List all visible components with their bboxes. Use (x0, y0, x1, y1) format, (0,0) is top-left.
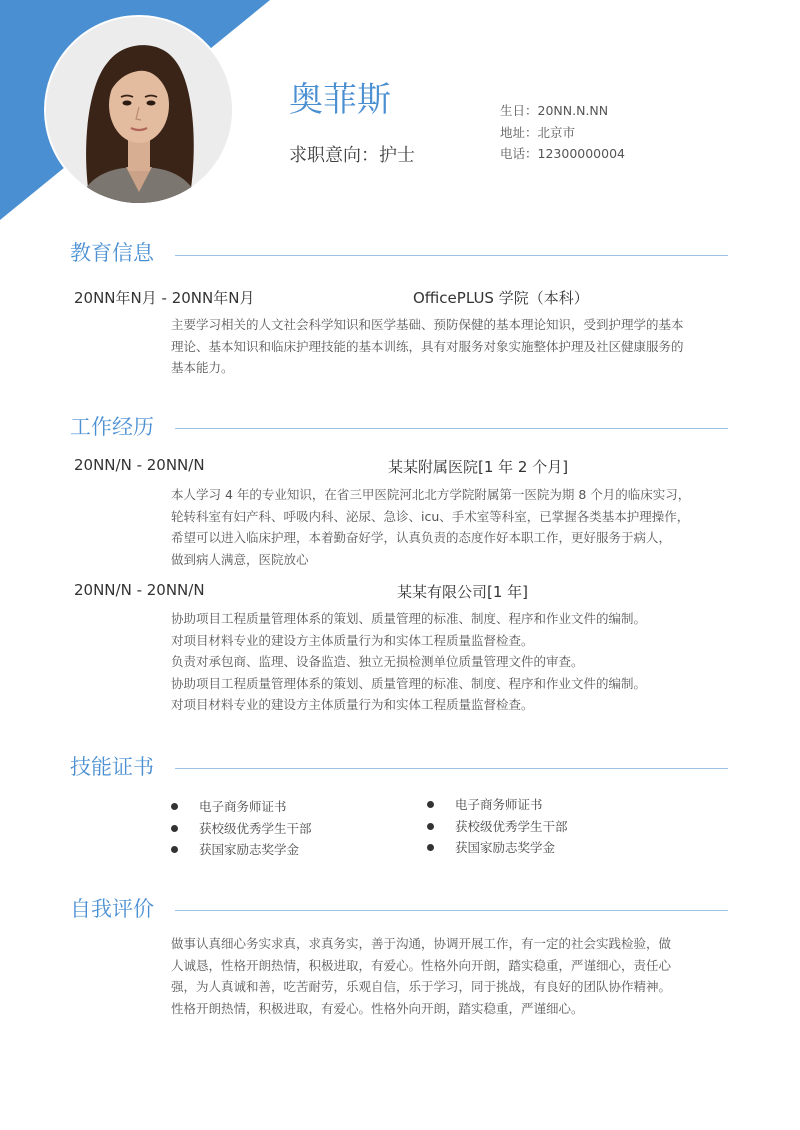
job-description (171, 484, 731, 570)
description-line: 性格开朗热情，积极进取，有爱心。性格外向开朗，踏实稳重，严谨细心。 (171, 1000, 584, 1016)
skill-item (171, 818, 312, 840)
job-org: 某某有限公司[1 年] (397, 583, 529, 601)
job-description (171, 608, 731, 716)
info-label: 生日： (500, 103, 538, 118)
bullet-icon (171, 803, 178, 810)
portrait-illustration (46, 17, 232, 203)
self-evaluation-text (171, 933, 731, 1019)
job-org: 某某附属医院[1 年 2 个月] (388, 458, 569, 476)
skill-label: 获国家励志奖学金 (199, 842, 300, 857)
work-title: 工作经历 (70, 415, 154, 439)
skill-item (427, 816, 568, 838)
skill-label: 电子商务师证书 (455, 797, 543, 812)
info-label: 电话： (500, 146, 538, 161)
description-line: 协助项目工程质量管理体系的策划、质量管理的标准、制度、程序和作业文件的编制。 (171, 611, 647, 626)
skill-item (171, 796, 312, 818)
job-date: 20NN/N - 20NN/N (74, 581, 205, 599)
education-description (171, 314, 731, 379)
description-line: 希望可以进入临床护理，本着勤奋好学，认真负责的态度作好本职工作，更好服务于病人， (171, 530, 672, 545)
bullet-icon (427, 844, 434, 851)
skills-divider (175, 768, 728, 769)
description-line: 人诚恳，性格开朗热情，积极进取，有爱心。性格外向开朗，踏实稳重，严谨细心，责任心 (171, 957, 672, 973)
description-line: 强，为人真诚和善，吃苦耐劳，乐观自信，乐于学习，同于挑战，有良好的团队协作精神。 (171, 979, 672, 994)
profile-photo (44, 15, 234, 205)
description-line: 做事认真细心务实求真，求真务实，善于沟通，协调开展工作，有一定的社会实践检验，做 (171, 936, 672, 951)
skill-label: 获校级优秀学生干部 (455, 818, 568, 834)
self-evaluation-divider (175, 910, 728, 911)
info-address (500, 122, 625, 144)
bullet-icon (427, 801, 434, 808)
education-divider (175, 255, 728, 256)
info-value: 北京市 (537, 124, 576, 140)
job-date: 20NN/N - 20NN/N (74, 456, 205, 474)
description-line: 轮转科室有妇产科、呼吸内科、泌尿、急诊、icu、手术室等科室，已掌握各类基本护理操作， (171, 508, 690, 524)
description-line: 基本能力。 (171, 360, 234, 375)
bullet-icon (171, 825, 178, 832)
skills-list-left (171, 796, 312, 861)
description-line: 协助项目工程质量管理体系的策划、质量管理的标准、制度、程序和作业文件的编制。 (171, 675, 647, 691)
job-intent: 求职意向：护士 (289, 145, 415, 166)
skill-item (171, 839, 312, 861)
skills-title: 技能证书 (70, 755, 154, 779)
description-line: 理论、基本知识和临床护理技能的基本训练，具有对服务对象实施整体护理及社区健康服务的 (171, 338, 684, 354)
education-title: 教育信息 (70, 241, 154, 265)
info-label: 地址： (500, 124, 538, 140)
info-value: 12300000004 (537, 146, 625, 161)
skills-list-right (427, 794, 568, 859)
bullet-icon (171, 846, 178, 853)
skill-label: 获校级优秀学生干部 (199, 820, 312, 836)
description-line: 对项目材料专业的建设方主体质量行为和实体工程质量监督检查。 (171, 632, 534, 648)
candidate-name: 奥菲斯 (289, 80, 391, 120)
education-date: 20NN年N月 - 20NN年N月 (74, 289, 255, 307)
work-divider (175, 428, 728, 429)
education-school: OfficePLUS 学院（本科） (413, 289, 589, 307)
description-line: 做到病人满意，医院放心 (171, 551, 309, 567)
info-value: 20NN.N.NN (537, 103, 609, 118)
info-phone (500, 143, 625, 165)
personal-info (500, 100, 625, 165)
skill-label: 获国家励志奖学金 (455, 840, 556, 855)
info-birthday (500, 100, 625, 122)
description-line: 负责对承包商、监理、设备监造、独立无损检测单位质量管理文件的审查。 (171, 654, 584, 669)
skill-item (427, 837, 568, 859)
skill-item (427, 794, 568, 816)
description-line: 主要学习相关的人文社会科学知识和医学基础、预防保健的基本理论知识，受到护理学的基本 (171, 317, 684, 332)
description-line: 对项目材料专业的建设方主体质量行为和实体工程质量监督检查。 (171, 697, 534, 712)
bullet-icon (427, 823, 434, 830)
description-line: 本人学习 4 年的专业知识，在省三甲医院河北北方学院附属第一医院为期 8 个月的临床实习， (171, 487, 691, 502)
self-evaluation-title: 自我评价 (70, 897, 154, 921)
skill-label: 电子商务师证书 (199, 799, 287, 814)
